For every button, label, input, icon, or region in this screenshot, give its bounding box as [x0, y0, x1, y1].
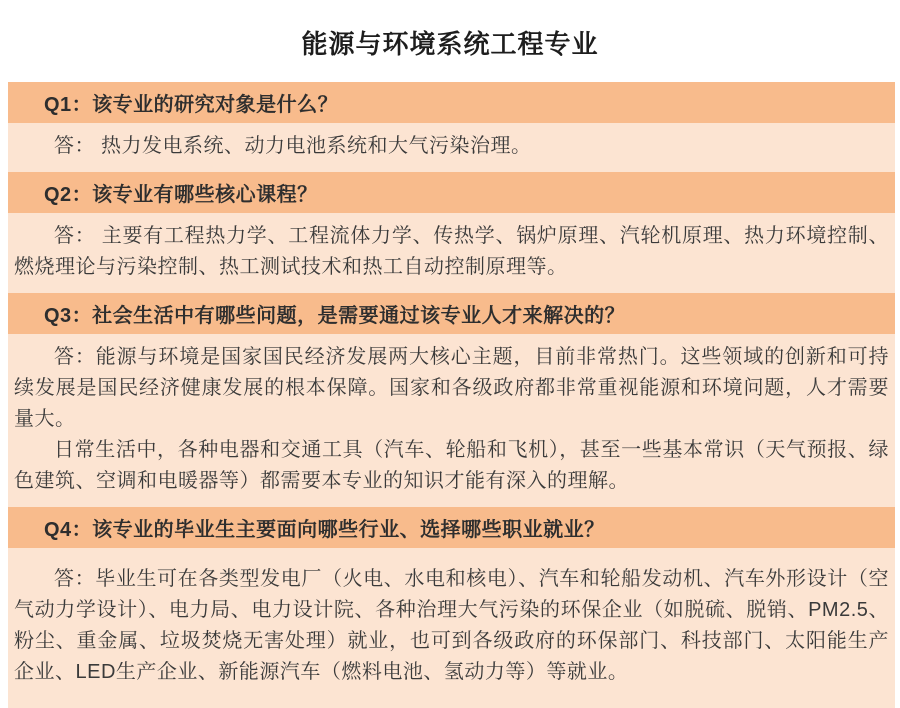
page-title: 能源与环境系统工程专业: [301, 29, 599, 59]
qa-section-q3: [8, 293, 895, 507]
question-text-q2: Q2：该专业有哪些核心课程？: [44, 184, 318, 206]
answer-band-q1: [8, 123, 895, 172]
qa-list: [8, 82, 895, 708]
answer-paragraph: 答： 热力发电系统、动力电池系统和大气污染治理。: [54, 135, 532, 157]
answer-band-q2: [8, 213, 895, 293]
question-text-q1: Q1：该专业的研究对象是什么？: [44, 94, 339, 116]
question-text-q4: Q4：该专业的毕业生主要面向哪些行业、选择哪些职业就业？: [44, 519, 605, 541]
answer-paragraph: 答：能源与环境是国家国民经济发展两大核心主题，目前非常热门。这些领域的创新和可持续发展是国民经济健康发展的根本保障。国家和各级政府都非常重视能源和环境问题，人才需要量大。: [14, 346, 889, 430]
answer-band-q3: [8, 334, 895, 507]
qa-section-q4: [8, 507, 895, 708]
answer-paragraph: 答： 主要有工程热力学、工程流体力学、传热学、锅炉原理、汽轮机原理、热力环境控制、燃烧理论与污染控制、热工测试技术和热工自动控制原理等。: [14, 225, 889, 278]
question-band-q4: [8, 507, 895, 548]
answer-band-q4: [8, 548, 895, 708]
qa-section-q1: [8, 82, 895, 172]
answer-paragraph: 答：毕业生可在各类型发电厂（火电、水电和核电）、汽车和轮船发动机、汽车外形设计（空气动力学设计）、电力局、电力设计院、各种治理大气污染的环保企业（如脱硫、脱销、PM2.5、粉尘、重金属、垃圾焚烧无害处理）就业，也可到各级政府的环保部门、科技部门、太阳能生产企业、LED生产企业、新能源汽车（燃料电池、氢动力等）等就业。: [14, 568, 889, 683]
answer-paragraph: 日常生活中，各种电器和交通工具（汽车、轮船和飞机），甚至一些基本常识（天气预报、绿色建筑、空调和电暖器等）都需要本专业的知识才能有深入的理解。: [14, 439, 889, 492]
question-band-q2: [8, 172, 895, 213]
qa-section-q2: [8, 172, 895, 293]
question-band-q3: [8, 293, 895, 334]
question-text-q3: Q3：社会生活中有哪些问题，是需要通过该专业人才来解决的？: [44, 305, 626, 327]
question-band-q1: [8, 82, 895, 123]
